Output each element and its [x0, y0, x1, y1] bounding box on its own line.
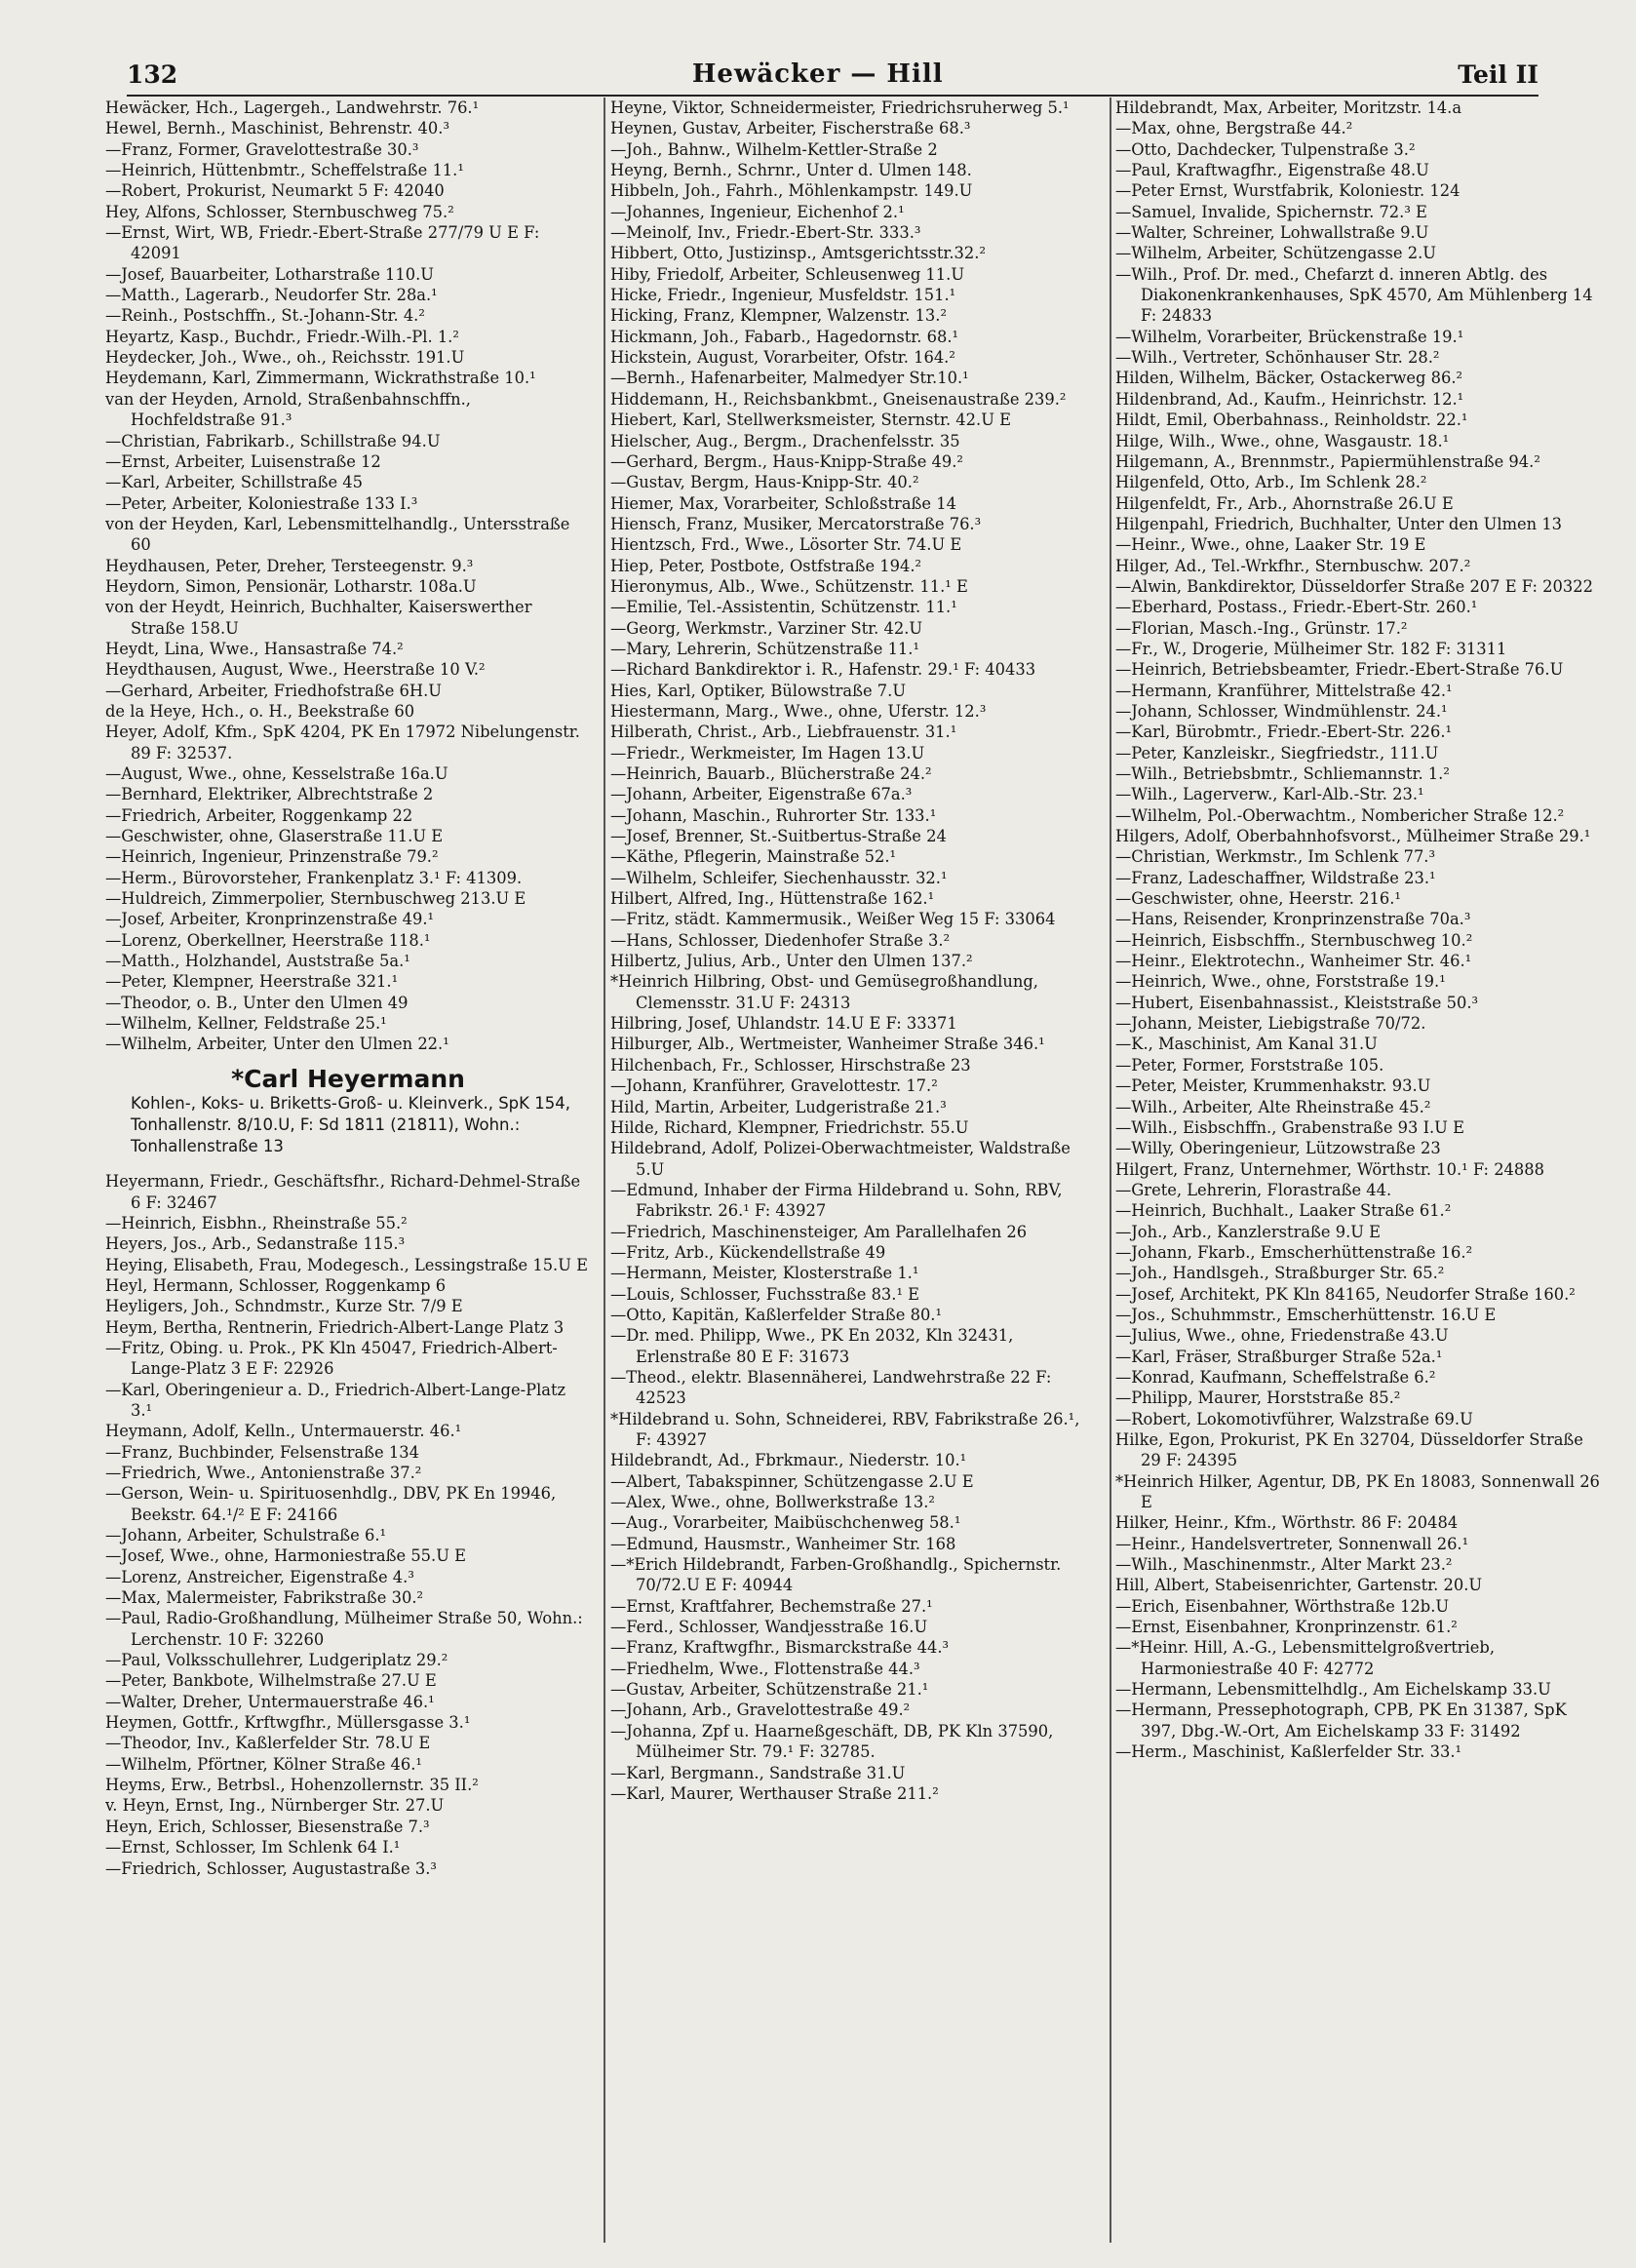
directory-entry: —Georg, Werkmstr., Varziner Str. 42.U — [610, 618, 923, 638]
directory-entry: Hiebert, Karl, Stellwerksmeister, Sternstr. 42.U E — [610, 411, 1011, 430]
directory-entry: —Lorenz, Anstreicher, Eigenstraße 4.³ — [105, 1567, 414, 1586]
directory-entry: —Erich, Eisenbahner, Wörthstraße 12b.U — [1115, 1596, 1450, 1616]
directory-entry: —Heinrich, Betriebsbeamter, Friedr.-Ebert-Straße 76.U — [1115, 660, 1564, 680]
directory-entry: Heyng, Bernh., Schrnr., Unter d. Ulmen 148. — [610, 161, 972, 180]
column-3 — [1115, 98, 1601, 2243]
directory-entry: —Ernst, Kraftfahrer, Bechemstraße 27.¹ — [610, 1596, 933, 1616]
directory-entry: Hilgemann, A., Brennmstr., Papiermühlenstraße 94.² — [1115, 451, 1540, 471]
directory-entry: Heyer, Adolf, Kfm., SpK 4204, PK En 17972 Nibelungenstr. 89 F: 32537. — [105, 723, 580, 763]
directory-entry: Hilgert, Franz, Unternehmer, Wörthstr. 10.¹ F: 24888 — [1115, 1159, 1544, 1179]
directory-entry: —Geschwister, ohne, Heerstr. 216.¹ — [1115, 889, 1401, 909]
directory-entry: —Joh., Arb., Kanzlerstraße 9.U E — [1115, 1222, 1382, 1241]
directory-entry: —Peter, Former, Forststraße 105. — [1115, 1055, 1384, 1075]
directory-entry: —Heinrich, Eisbhn., Rheinstraße 55.² — [105, 1213, 408, 1232]
directory-entry: —Paul, Kraftwagfhr., Eigenstraße 48.U — [1115, 161, 1429, 180]
directory-entry: Hilde, Richard, Klempner, Friedrichstr. 55.U — [610, 1117, 969, 1137]
directory-entry: —Lorenz, Oberkellner, Heerstraße 118.¹ — [105, 930, 431, 950]
directory-entry: Hielscher, Aug., Bergm., Drachenfelsstr. 35 — [610, 431, 960, 450]
directory-entry: —Josef, Arbeiter, Kronprinzenstraße 49.¹ — [105, 910, 435, 929]
directory-entry: van der Heyden, Arnold, Straßenbahnschffn., Hochfeldstraße 91.³ — [105, 389, 471, 430]
directory-entry: —Johannes, Ingenieur, Eichenhof 2.¹ — [610, 202, 905, 221]
advertisement-block — [105, 1064, 591, 1157]
directory-entry: Hilker, Heinr., Kfm., Wörthstr. 86 F: 20484 — [1115, 1513, 1459, 1533]
directory-entry: —Eberhard, Postass., Friedr.-Ebert-Str. 260.¹ — [1115, 598, 1478, 617]
directory-entry: —Julius, Wwe., ohne, Friedenstraße 43.U — [1115, 1326, 1449, 1346]
directory-entry: —Peter, Klempner, Heerstraße 321.¹ — [105, 972, 399, 992]
directory-entry: —Joh., Bahnw., Wilhelm-Kettler-Straße 2 — [610, 139, 938, 159]
directory-entry: —Richard Bankdirektor i. R., Hafenstr. 29.¹ F: 40433 — [610, 660, 1036, 680]
directory-entry: —Wilh., Eisbschffn., Grabenstraße 93 I.U E — [1115, 1117, 1464, 1137]
directory-entry: —Ernst, Wirt, WB, Friedr.-Ebert-Straße 277/79 U E F: 42091 — [105, 223, 540, 263]
directory-entry: Hilgers, Adolf, Oberbahnhofsvorst., Mülheimer Straße 29.¹ — [1115, 827, 1591, 846]
directory-entry: —Grete, Lehrerin, Florastraße 44. — [1115, 1180, 1392, 1199]
advertisement-text: Kohlen-, Koks- u. Briketts-Groß- u. Kleinverk., SpK 154, Tonhallenstr. 8/10.U, F: Sd 1811 (21811), Wohn.: Tonhallenstraße 13 — [131, 1094, 570, 1156]
directory-entry: —Walter, Schreiner, Lohwallstraße 9.U — [1115, 223, 1429, 243]
directory-entry: —Heinr., Handelsvertreter, Sonnenwall 26.¹ — [1115, 1534, 1469, 1553]
directory-entry: Hilge, Wilh., Wwe., ohne, Wasgaustr. 18.¹ — [1115, 431, 1450, 450]
directory-entry: Hild, Martin, Arbeiter, Ludgeristraße 21.³ — [610, 1097, 947, 1116]
directory-entry: —Fritz, Obing. u. Prok., PK Kln 45047, Friedrich-Albert-Lange-Platz 3 E F: 22926 — [105, 1338, 558, 1379]
directory-entry: von der Heyden, Karl, Lebensmittelhandlg., Untersstraße 60 — [105, 514, 570, 555]
directory-entry: —Käthe, Pflegerin, Mainstraße 52.¹ — [610, 847, 897, 867]
directory-entry: —Max, Malermeister, Fabrikstraße 30.² — [105, 1588, 424, 1608]
directory-entry: Hilberath, Christ., Arb., Liebfrauenstr. 31.¹ — [610, 723, 957, 742]
directory-entry: Hill, Albert, Stabeisenrichter, Gartenstr. 20.U — [1115, 1576, 1483, 1595]
directory-entry: —Willy, Oberingenieur, Lützowstraße 23 — [1115, 1139, 1441, 1158]
directory-entry: —Peter, Meister, Krummenhakstr. 93.U — [1115, 1076, 1431, 1096]
directory-entry: —Heinrich, Bauarb., Blücherstraße 24.² — [610, 764, 932, 783]
directory-entry: Hiemer, Max, Vorarbeiter, Schloßstraße 14 — [610, 493, 956, 513]
directory-entry: Hiddemann, H., Reichsbankbmt., Gneisenaustraße 239.² — [610, 389, 1067, 409]
directory-entry: —Peter, Bankbote, Wilhelmstraße 27.U E — [105, 1671, 437, 1691]
directory-entry: —Robert, Prokurist, Neumarkt 5 F: 42040 — [105, 181, 445, 201]
directory-entry: —Peter, Kanzleiskr., Siegfriedstr., 111.U — [1115, 743, 1439, 763]
page-number: 132 — [127, 59, 178, 89]
directory-entry: Hiep, Peter, Postbote, Ostfstraße 194.² — [610, 556, 922, 575]
directory-entry: —Karl, Oberingenieur a. D., Friedrich-Albert-Lange-Platz 3.¹ — [105, 1380, 566, 1420]
directory-entry: —Gerhard, Arbeiter, Friedhofstraße 6H.U — [105, 681, 442, 700]
directory-entry: v. Heyn, Ernst, Ing., Nürnberger Str. 27.U — [105, 1796, 445, 1816]
directory-entry: —Geschwister, ohne, Glaserstraße 11.U E — [105, 827, 444, 846]
directory-entry: —Franz, Kraftwgfhr., Bismarckstraße 44.³ — [610, 1638, 950, 1658]
directory-entry: —Gerhard, Bergm., Haus-Knipp-Straße 49.² — [610, 451, 963, 471]
directory-entry: —Bernh., Hafenarbeiter, Malmedyer Str.10.¹ — [610, 369, 969, 388]
directory-entry: Hilke, Egon, Prokurist, PK En 32704, Düsseldorfer Straße 29 F: 24395 — [1115, 1430, 1583, 1470]
directory-entry: —Louis, Schlosser, Fuchsstraße 83.¹ E — [610, 1284, 920, 1304]
directory-entry: —Heinrich, Hüttenbmtr., Scheffelstraße 11.¹ — [105, 161, 464, 180]
directory-entry: Heydorn, Simon, Pensionär, Lotharstr. 108a.U — [105, 576, 477, 596]
entry-list — [610, 98, 1096, 1804]
directory-entry: Hildebrand, Adolf, Polizei-Oberwachtmeister, Waldstraße 5.U — [610, 1139, 1071, 1179]
directory-entry: —Paul, Volksschullehrer, Ludgeriplatz 29.² — [105, 1651, 448, 1670]
directory-entry: Hewel, Bernh., Maschinist, Behrenstr. 40.³ — [105, 119, 449, 138]
directory-entry: *Heinrich Hilker, Agentur, DB, PK En 18083, Sonnenwall 26 E — [1115, 1471, 1600, 1512]
directory-entry: —Mary, Lehrerin, Schützenstraße 11.¹ — [610, 639, 919, 658]
directory-entry: Heying, Elisabeth, Frau, Modegesch., Lessingstraße 15.U E — [105, 1255, 589, 1274]
directory-entry: —Ernst, Eisenbahner, Kronprinzenstr. 61.² — [1115, 1618, 1458, 1637]
directory-entry: Hieronymus, Alb., Wwe., Schützenstr. 11.¹ E — [610, 576, 968, 596]
directory-entry: —Heinrich, Buchhalt., Laaker Straße 61.² — [1115, 1201, 1452, 1221]
name-range: Hewäcker — Hill — [691, 59, 944, 89]
directory-entry: —Jos., Schuhmmstr., Emscherhüttenstr. 16.U E — [1115, 1305, 1497, 1324]
directory-entry: —Heinrich, Ingenieur, Prinzenstraße 79.² — [105, 847, 439, 867]
directory-entry: —Franz, Former, Gravelottestraße 30.³ — [105, 139, 419, 159]
page-header — [127, 54, 1539, 97]
directory-entry: —Alwin, Bankdirektor, Düsseldorfer Straße 207 E F: 20322 — [1115, 576, 1593, 596]
directory-entry: —Hermann, Meister, Klosterstraße 1.¹ — [610, 1264, 919, 1283]
entry-list — [105, 1171, 591, 1879]
directory-entry: —Johann, Arbeiter, Eigenstraße 67a.³ — [610, 785, 913, 804]
directory-entry: —Wilh., Maschinenmstr., Alter Markt 23.² — [1115, 1555, 1453, 1575]
directory-entry: —Edmund, Hausmstr., Wanheimer Str. 168 — [610, 1534, 956, 1553]
directory-entry: Heydt, Lina, Wwe., Hansastraße 74.² — [105, 639, 404, 658]
column-2 — [610, 98, 1096, 2243]
directory-entry: —Wilhelm, Schleifer, Siechenhausstr. 32.¹ — [610, 868, 948, 887]
directory-entry: —Theodor, Inv., Kaßlerfelder Str. 78.U E — [105, 1734, 431, 1753]
directory-entry: —Karl, Fräser, Straßburger Straße 52a.¹ — [1115, 1347, 1443, 1366]
directory-entry: Hickstein, August, Vorarbeiter, Ofstr. 164.² — [610, 348, 955, 368]
directory-entry: —Herm., Bürovorsteher, Frankenplatz 3.¹ F: 41309. — [105, 868, 523, 887]
directory-entry: Heyligers, Joh., Schndmstr., Kurze Str. 7/9 E — [105, 1297, 463, 1316]
directory-entry: Hildebrandt, Max, Arbeiter, Moritzstr. 14.a — [1115, 98, 1462, 117]
directory-entry: —Friedhelm, Wwe., Flottenstraße 44.³ — [610, 1659, 920, 1678]
directory-entry: —Fr., W., Drogerie, Mülheimer Str. 182 F: 31311 — [1115, 639, 1507, 658]
directory-entry: Hilburger, Alb., Wertmeister, Wanheimer Straße 346.¹ — [610, 1035, 1045, 1054]
directory-entry: Heyermann, Friedr., Geschäftsfhr., Richard-Dehmel-Straße 6 F: 32467 — [105, 1172, 581, 1212]
directory-entry: —Christian, Werkmstr., Im Schlenk 77.³ — [1115, 847, 1436, 867]
columns — [105, 98, 1607, 2243]
directory-entry: —Wilh., Betriebsbmtr., Schliemannstr. 1.² — [1115, 764, 1450, 783]
directory-entry: Heydecker, Joh., Wwe., oh., Reichsstr. 191.U — [105, 348, 465, 368]
directory-entry: —Christian, Fabrikarb., Schillstraße 94.U — [105, 431, 441, 450]
directory-entry: —Wilhelm, Pol.-Oberwachtm., Nombericher Straße 12.² — [1115, 805, 1565, 825]
directory-entry: —Peter, Arbeiter, Koloniestraße 133 I.³ — [105, 493, 418, 513]
directory-entry: —Karl, Bürobmtr., Friedr.-Ebert-Str. 226.¹ — [1115, 723, 1453, 742]
directory-entry: —Heinrich, Wwe., ohne, Forststraße 19.¹ — [1115, 972, 1446, 992]
directory-entry: —Johann, Maschin., Ruhrorter Str. 133.¹ — [610, 805, 937, 825]
directory-entry: —Gustav, Bergm, Haus-Knipp-Str. 40.² — [610, 473, 919, 492]
directory-entry: —Matth., Holzhandel, Auststraße 5a.¹ — [105, 952, 410, 971]
directory-entry: —Wilhelm, Arbeiter, Unter den Ulmen 22.¹ — [105, 1035, 449, 1054]
directory-entry: Hickmann, Joh., Fabarb., Hagedornstr. 68.¹ — [610, 327, 959, 346]
directory-entry: —Hermann, Lebensmittelhdlg., Am Eichelskamp 33.U — [1115, 1680, 1551, 1700]
directory-entry: —Paul, Radio-Großhandlung, Mülheimer Straße 50, Wohn.: Lerchenstr. 10 F: 32260 — [105, 1609, 583, 1649]
directory-entry: —Walter, Dreher, Untermauerstraße 46.¹ — [105, 1692, 435, 1711]
directory-entry: Heym, Bertha, Rentnerin, Friedrich-Albert-Lange Platz 3 — [105, 1317, 565, 1337]
directory-entry: Heymen, Gottfr., Krftwgfhr., Müllersgasse 3.¹ — [105, 1713, 471, 1733]
directory-entry: —Wilh., Vertreter, Schönhauser Str. 28.² — [1115, 348, 1440, 368]
directory-entry: —Johann, Arb., Gravelottestraße 49.² — [610, 1701, 911, 1720]
directory-entry: Hilbert, Alfred, Ing., Hüttenstraße 162.¹ — [610, 889, 935, 909]
directory-entry: —Max, ohne, Bergstraße 44.² — [1115, 119, 1353, 138]
advertisement-name: *Carl Heyermann — [231, 1064, 465, 1093]
directory-entry: —Johann, Fkarb., Emscherhüttenstraße 16.² — [1115, 1242, 1473, 1262]
directory-entry: —Meinolf, Inv., Friedr.-Ebert-Str. 333.³ — [610, 223, 921, 243]
directory-entry: —Theodor, o. B., Unter den Ulmen 49 — [105, 993, 409, 1012]
directory-entry: Heyl, Hermann, Schlosser, Roggenkamp 6 — [105, 1275, 447, 1295]
directory-entry: —Albert, Tabakspinner, Schützengasse 2.U E — [610, 1471, 974, 1491]
directory-entry: —Wilhelm, Vorarbeiter, Brückenstraße 19.¹ — [1115, 327, 1464, 346]
directory-entry: *Hildebrand u. Sohn, Schneiderei, RBV, Fabrikstraße 26.¹, F: 43927 — [610, 1409, 1080, 1449]
directory-entry: —Theod., elektr. Blasennäherei, Landwehrstraße 22 F: 42523 — [610, 1367, 1052, 1408]
directory-entry: —Konrad, Kaufmann, Scheffelstraße 6.² — [1115, 1367, 1436, 1387]
directory-entry: Hibbeln, Joh., Fahrh., Möhlenkampstr. 149.U — [610, 181, 973, 201]
directory-entry: Hientzsch, Frd., Wwe., Lösorter Str. 74.U E — [610, 535, 962, 555]
directory-entry: von der Heydt, Heinrich, Buchhalter, Kaiserswerther Straße 158.U — [105, 598, 532, 638]
directory-entry: —Franz, Buchbinder, Felsenstraße 134 — [105, 1442, 419, 1462]
directory-entry: —Matth., Lagerarb., Neudorfer Str. 28a.¹ — [105, 286, 438, 305]
directory-entry: —Hans, Reisender, Kronprinzenstraße 70a.³ — [1115, 910, 1471, 929]
directory-entry: —Wilh., Prof. Dr. med., Chefarzt d. inneren Abtlg. des Diakonenkrankenhauses, SpK 4570, Am Mühlenberg 14 F: 24833 — [1115, 264, 1593, 326]
directory-entry: —Peter Ernst, Wurstfabrik, Koloniestr. 124 — [1115, 181, 1461, 201]
directory-entry: —Johann, Kranführer, Gravelottestr. 17.² — [610, 1076, 938, 1096]
directory-entry: —Ernst, Schlosser, Im Schlenk 64 I.¹ — [105, 1838, 401, 1857]
directory-entry: —Hubert, Eisenbahnassist., Kleiststraße 50.³ — [1115, 993, 1479, 1012]
directory-entry: Hiensch, Franz, Musiker, Mercatorstraße 76.³ — [610, 514, 982, 533]
directory-entry: —Samuel, Invalide, Spichernstr. 72.³ E — [1115, 202, 1427, 221]
directory-entry: —Emilie, Tel.-Assistentin, Schützenstr. 11.¹ — [610, 598, 957, 617]
directory-entry: —Hermann, Pressephotograph, CPB, PK En 31387, SpK 397, Dbg.-W.-Ort, Am Eichelskamp 33 F: 31492 — [1115, 1701, 1567, 1740]
directory-entry: Hildt, Emil, Oberbahnass., Reinholdstr. 22.¹ — [1115, 411, 1468, 430]
directory-entry: —Reinh., Postschffn., St.-Johann-Str. 4.² — [105, 306, 425, 326]
directory-entry: —Heinrich, Eisbschffn., Sternbuschweg 10.² — [1115, 930, 1473, 950]
directory-entry: —Ferd., Schlosser, Wandjesstraße 16.U — [610, 1618, 928, 1637]
directory-entry: —K., Maschinist, Am Kanal 31.U — [1115, 1035, 1378, 1054]
directory-entry: —Hans, Schlosser, Diedenhofer Straße 3.² — [610, 930, 951, 950]
directory-entry: Heyms, Erw., Betrbsl., Hohenzollernstr. 35 II.² — [105, 1776, 479, 1795]
directory-entry: —Aug., Vorarbeiter, Maibüschchenweg 58.¹ — [610, 1513, 961, 1533]
directory-entry: Heyn, Erich, Schlosser, Biesenstraße 7.³ — [105, 1817, 430, 1836]
directory-entry: —Johann, Meister, Liebigstraße 70/72. — [1115, 1014, 1426, 1034]
directory-entry: —Fritz, Arb., Kückendellstraße 49 — [610, 1242, 886, 1262]
directory-entry: Hildebrandt, Ad., Fbrkmaur., Niederstr. 10.¹ — [610, 1451, 967, 1470]
directory-entry: Hibbert, Otto, Justizinsp., Amtsgerichtsstr.32.² — [610, 244, 986, 263]
directory-entry: —Wilh., Lagerverw., Karl-Alb.-Str. 23.¹ — [1115, 785, 1424, 804]
directory-entry: Hiestermann, Marg., Wwe., ohne, Uferstr. 12.³ — [610, 701, 987, 721]
directory-entry: —August, Wwe., ohne, Kesselstraße 16a.U — [105, 764, 448, 783]
directory-entry: —Wilh., Arbeiter, Alte Rheinstraße 45.² — [1115, 1097, 1431, 1116]
directory-entry: —Florian, Masch.-Ing., Grünstr. 17.² — [1115, 618, 1408, 638]
directory-entry: Heyartz, Kasp., Buchdr., Friedr.-Wilh.-Pl. 1.² — [105, 327, 459, 346]
directory-entry: Hilgenfeld, Otto, Arb., Im Schlenk 28.² — [1115, 473, 1427, 492]
directory-entry: —Joh., Handlsgeh., Straßburger Str. 65.² — [1115, 1264, 1445, 1283]
directory-entry: —Hermann, Kranführer, Mittelstraße 42.¹ — [1115, 681, 1453, 700]
directory-entry: Hilbring, Josef, Uhlandstr. 14.U E F: 33371 — [610, 1014, 957, 1034]
directory-entry: *Heinrich Hilbring, Obst- und Gemüsegroßhandlung, Clemensstr. 31.U F: 24313 — [610, 972, 1038, 1012]
directory-entry: —*Heinr. Hill, A.-G., Lebensmittelgroßvertrieb, Harmoniestraße 40 F: 42772 — [1115, 1638, 1496, 1678]
directory-entry: —Otto, Dachdecker, Tulpenstraße 3.² — [1115, 139, 1416, 159]
directory-entry: Hildenbrand, Ad., Kaufm., Heinrichstr. 12.¹ — [1115, 389, 1464, 409]
directory-entry: —Josef, Architekt, PK Kln 84165, Neudorfer Straße 160.² — [1115, 1284, 1576, 1304]
directory-entry: —*Erich Hildebrandt, Farben-Großhandlg., Spichernstr. 70/72.U E F: 40944 — [610, 1555, 1062, 1595]
directory-entry: —Edmund, Inhaber der Firma Hildebrand u. Sohn, RBV, Fabrikstr. 26.¹ F: 43927 — [610, 1180, 1063, 1221]
directory-entry: —Franz, Ladeschaffner, Wildstraße 23.¹ — [1115, 868, 1436, 887]
directory-entry: —Johann, Arbeiter, Schulstraße 6.¹ — [105, 1526, 387, 1545]
directory-entry: de la Heye, Hch., o. H., Beekstraße 60 — [105, 701, 415, 721]
entry-list — [1115, 98, 1601, 1763]
directory-entry: —Karl, Maurer, Werthauser Straße 211.² — [610, 1783, 939, 1803]
directory-entry: —Friedrich, Wwe., Antonienstraße 37.² — [105, 1463, 422, 1482]
part-label: Teil II — [1458, 59, 1539, 89]
directory-entry: —Friedr., Werkmeister, Im Hagen 13.U — [610, 743, 925, 763]
directory-entry: —Wilhelm, Kellner, Feldstraße 25.¹ — [105, 1014, 387, 1034]
directory-entry: —Josef, Brenner, St.-Suitbertus-Straße 24 — [610, 827, 947, 846]
directory-entry: —Wilhelm, Pförtner, Kölner Straße 46.¹ — [105, 1754, 422, 1774]
directory-entry: —Dr. med. Philipp, Wwe., PK En 2032, Kln 32431, Erlenstraße 80 E F: 31673 — [610, 1326, 1014, 1366]
directory-entry: Heymann, Adolf, Kelln., Untermauerstr. 46.¹ — [105, 1422, 462, 1441]
directory-entry: Hewäcker, Hch., Lagergeh., Landwehrstr. 76.¹ — [105, 98, 480, 117]
directory-entry: Heydemann, Karl, Zimmermann, Wickrathstraße 10.¹ — [105, 369, 536, 388]
directory-entry: Hilger, Ad., Tel.-Wrkfhr., Sternbuschw. 207.² — [1115, 556, 1471, 575]
directory-entry: —Johanna, Zpf u. Haarneßgeschäft, DB, PK Kln 37590, Mülheimer Str. 79.¹ F: 32785. — [610, 1721, 1054, 1762]
directory-entry: Hilgenfeldt, Fr., Arb., Ahornstraße 26.U E — [1115, 493, 1454, 513]
directory-entry: —Heinr., Elektrotechn., Wanheimer Str. 46.¹ — [1115, 952, 1472, 971]
directory-entry: Hilchenbach, Fr., Schlosser, Hirschstraße 23 — [610, 1055, 971, 1075]
directory-entry: Heyers, Jos., Arb., Sedanstraße 115.³ — [105, 1234, 406, 1254]
directory-entry: Hies, Karl, Optiker, Bülowstraße 7.U — [610, 681, 907, 700]
directory-entry: —Karl, Bergmann., Sandstraße 31.U — [610, 1763, 906, 1782]
directory-entry: —Friedrich, Arbeiter, Roggenkamp 22 — [105, 805, 413, 825]
directory-entry: —Friedrich, Maschinensteiger, Am Parallelhafen 26 — [610, 1222, 1028, 1241]
directory-entry: Hiby, Friedolf, Arbeiter, Schleusenweg 11.U — [610, 264, 965, 284]
directory-entry: Hey, Alfons, Schlosser, Sternbuschweg 75.² — [105, 202, 454, 221]
directory-entry: —Bernhard, Elektriker, Albrechtstraße 2 — [105, 785, 434, 804]
column-1 — [105, 98, 591, 2243]
directory-entry: Heyne, Viktor, Schneidermeister, Friedrichsruherweg 5.¹ — [610, 98, 1070, 117]
directory-entry: —Gerson, Wein- u. Spirituosenhdlg., DBV, PK En 19946, Beekstr. 64.¹/² E F: 24166 — [105, 1484, 557, 1524]
directory-entry: —Huldreich, Zimmerpolier, Sternbuschweg 213.U E — [105, 889, 526, 909]
directory-entry: —Gustav, Arbeiter, Schützenstraße 21.¹ — [610, 1680, 929, 1700]
directory-entry: —Friedrich, Schlosser, Augustastraße 3.³ — [105, 1858, 437, 1878]
directory-entry: —Herm., Maschinist, Kaßlerfelder Str. 33.¹ — [1115, 1742, 1462, 1762]
directory-entry: —Josef, Wwe., ohne, Harmoniestraße 55.U E — [105, 1546, 466, 1566]
directory-entry: —Otto, Kapitän, Kaßlerfelder Straße 80.¹ — [610, 1305, 942, 1324]
directory-entry: —Heinr., Wwe., ohne, Laaker Str. 19 E — [1115, 535, 1426, 555]
directory-entry: —Johann, Schlosser, Windmühlenstr. 24.¹ — [1115, 701, 1448, 721]
directory-entry: —Ernst, Arbeiter, Luisenstraße 12 — [105, 451, 381, 471]
directory-entry: Hilden, Wilhelm, Bäcker, Ostackerweg 86.² — [1115, 369, 1463, 388]
directory-entry: Heydhausen, Peter, Dreher, Tersteegenstr. 9.³ — [105, 556, 474, 575]
directory-entry: —Philipp, Maurer, Horststraße 85.² — [1115, 1388, 1401, 1408]
entry-list — [105, 98, 591, 1055]
directory-entry: —Wilhelm, Arbeiter, Schützengasse 2.U — [1115, 244, 1436, 263]
directory-entry: Hicke, Friedr., Ingenieur, Musfeldstr. 151.¹ — [610, 286, 956, 305]
directory-entry: Hilgenpahl, Friedrich, Buchhalter, Unter den Ulmen 13 — [1115, 514, 1563, 533]
directory-entry: —Alex, Wwe., ohne, Bollwerkstraße 13.² — [610, 1493, 935, 1512]
directory-entry: Heydthausen, August, Wwe., Heerstraße 10 V.² — [105, 660, 486, 680]
directory-entry: Hilbertz, Julius, Arb., Unter den Ulmen 137.² — [610, 952, 973, 971]
directory-entry: Hicking, Franz, Klempner, Walzenstr. 13.² — [610, 306, 947, 326]
directory-entry: —Fritz, städt. Kammermusik., Weißer Weg 15 F: 33064 — [610, 910, 1056, 929]
directory-entry: —Josef, Bauarbeiter, Lotharstraße 110.U — [105, 264, 435, 284]
directory-entry: —Karl, Arbeiter, Schillstraße 45 — [105, 473, 363, 492]
directory-entry: —Robert, Lokomotivführer, Walzstraße 69.U — [1115, 1409, 1473, 1428]
directory-entry: Heynen, Gustav, Arbeiter, Fischerstraße 68.³ — [610, 119, 971, 138]
